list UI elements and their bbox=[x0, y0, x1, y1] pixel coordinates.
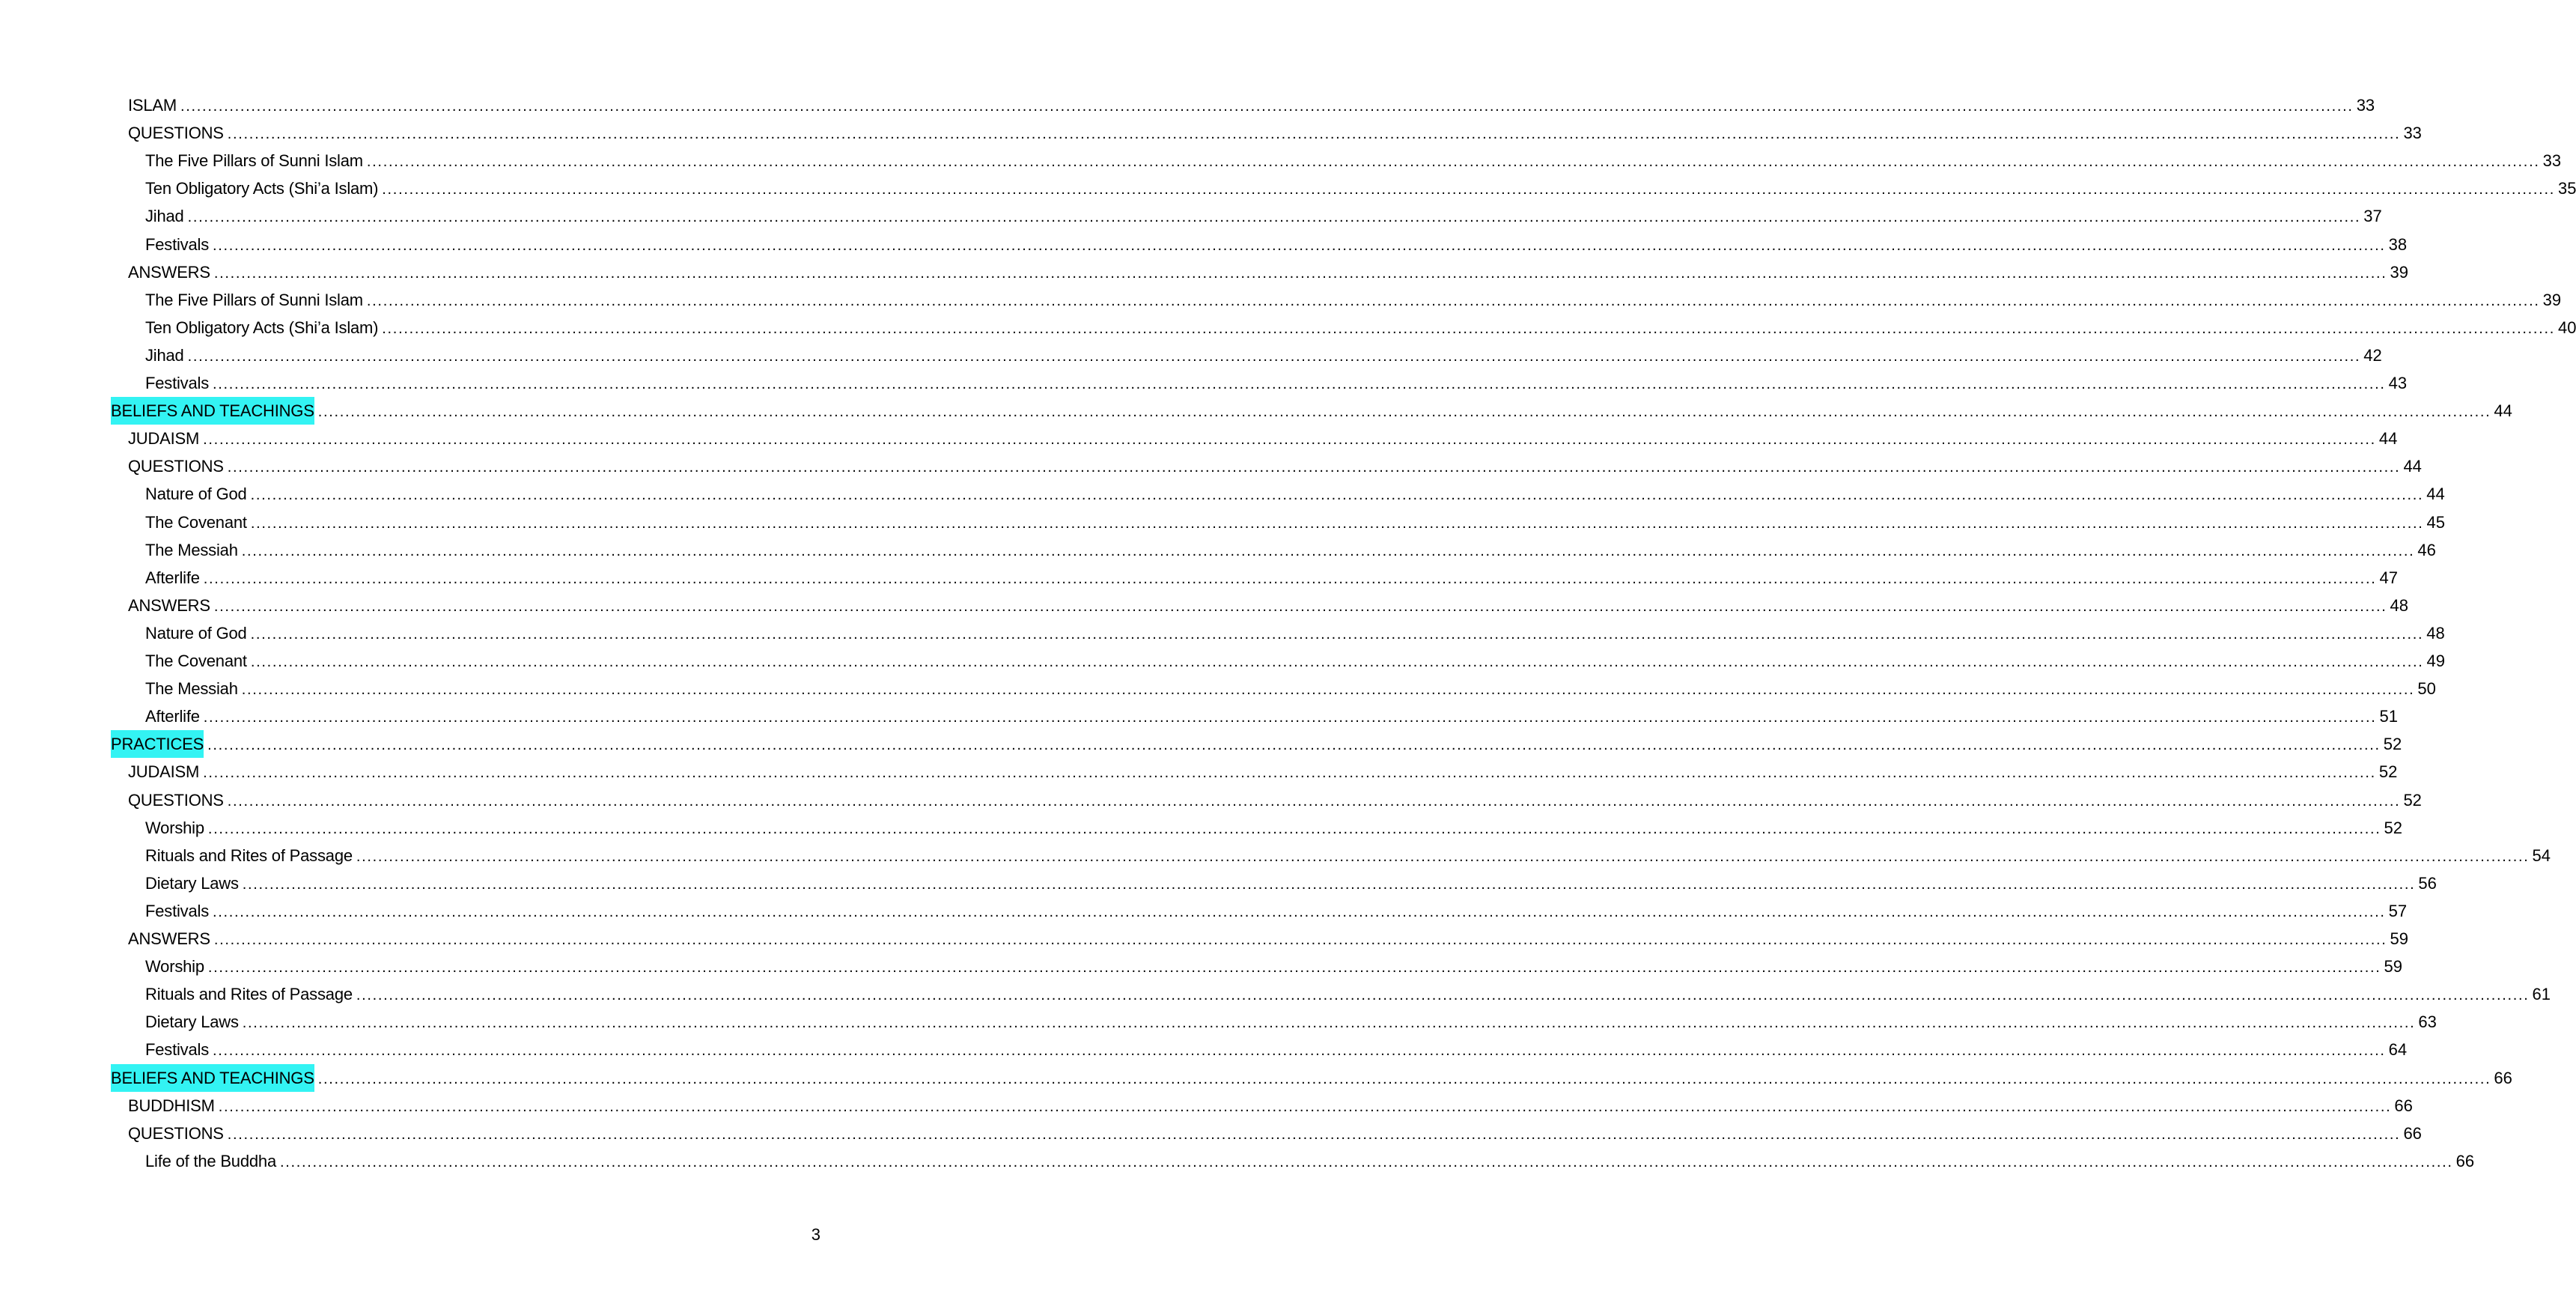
toc-entry-line bbox=[145, 231, 2408, 258]
toc-entry[interactable] bbox=[0, 619, 2445, 647]
toc-entry[interactable] bbox=[0, 1008, 2437, 1036]
toc-entry-label: The Messiah bbox=[145, 541, 238, 559]
toc-entry[interactable] bbox=[0, 592, 2408, 619]
toc-entry-page: 48 bbox=[2390, 596, 2408, 615]
toc-dot-leader: ................................................................................................................................................................................................................................................................................................................................................................................................................ bbox=[317, 1071, 2491, 1087]
toc-entry-label: Dietary Laws bbox=[145, 1012, 239, 1031]
toc-entry[interactable] bbox=[0, 925, 2408, 953]
toc-entry-line bbox=[145, 675, 2436, 702]
toc-entry-label: ANSWERS bbox=[128, 596, 210, 615]
toc-entry[interactable] bbox=[0, 369, 2408, 397]
toc-dot-leader: ................................................................................................................................................................................................................................................................................................................................................................................................................ bbox=[213, 904, 2386, 920]
toc-entry[interactable] bbox=[0, 341, 2382, 369]
toc-entry-label: JUDAISM bbox=[128, 429, 200, 448]
toc-entry-label: Worship bbox=[145, 957, 204, 976]
toc-entry[interactable] bbox=[0, 1120, 2422, 1147]
toc-entry[interactable] bbox=[0, 202, 2382, 230]
toc-entry-page: 52 bbox=[2403, 791, 2422, 810]
toc-dot-leader: ................................................................................................................................................................................................................................................................................................................................................................................................................ bbox=[241, 543, 2415, 559]
toc-entry-page: 44 bbox=[2403, 457, 2422, 476]
toc-entry-line bbox=[128, 1092, 2413, 1120]
toc-entry-label: Nature of God bbox=[145, 485, 247, 503]
toc-dot-leader: ................................................................................................................................................................................................................................................................................................................................................................................................................ bbox=[382, 321, 2555, 337]
toc-entry-line bbox=[128, 592, 2408, 619]
toc-dot-leader: ................................................................................................................................................................................................................................................................................................................................................................................................................ bbox=[213, 265, 2387, 282]
toc-entry-label: ANSWERS bbox=[128, 263, 210, 282]
toc-dot-leader: ................................................................................................................................................................................................................................................................................................................................................................................................................ bbox=[250, 487, 2424, 503]
toc-entry-page: 46 bbox=[2417, 541, 2436, 559]
toc-entry-page: 37 bbox=[2363, 207, 2382, 225]
toc-entry-page: 56 bbox=[2418, 874, 2437, 893]
toc-entry-label: QUESTIONS bbox=[128, 791, 224, 810]
toc-entry-label: Jihad bbox=[145, 207, 184, 225]
toc-dot-leader: ................................................................................................................................................................................................................................................................................................................................................................................................................ bbox=[366, 293, 2540, 309]
toc-entry-line bbox=[145, 897, 2408, 925]
toc-dot-leader: ................................................................................................................................................................................................................................................................................................................................................................................................................ bbox=[250, 626, 2424, 643]
toc-dot-leader: ................................................................................................................................................................................................................................................................................................................................................................................................................ bbox=[213, 237, 2386, 254]
toc-entry-page: 50 bbox=[2417, 679, 2436, 698]
toc-entry[interactable] bbox=[0, 758, 2398, 786]
toc-entry-line bbox=[128, 119, 2422, 147]
toc-entry-page: 66 bbox=[2403, 1124, 2422, 1143]
toc-entry-page: 63 bbox=[2418, 1012, 2437, 1031]
toc-entry-line bbox=[145, 341, 2382, 369]
toc-entry-label: Ten Obligatory Acts (Shi’a Islam) bbox=[145, 318, 379, 337]
toc-entry-page: 66 bbox=[2394, 1096, 2413, 1115]
toc-entry[interactable] bbox=[0, 314, 2576, 341]
toc-entry[interactable] bbox=[0, 397, 2512, 425]
toc-entry[interactable] bbox=[0, 730, 2402, 758]
toc-entry[interactable] bbox=[0, 1064, 2512, 1092]
toc-entry-label: ISLAM bbox=[128, 96, 177, 115]
toc-entry-label: Festivals bbox=[145, 1040, 209, 1059]
toc-entry-label: Afterlife bbox=[145, 707, 200, 726]
toc-dot-leader: ................................................................................................................................................................................................................................................................................................................................................................................................................ bbox=[187, 209, 2361, 225]
toc-entry-line bbox=[128, 91, 2375, 119]
toc-entry[interactable] bbox=[0, 91, 2375, 119]
toc-entry-page: 39 bbox=[2542, 291, 2562, 309]
toc-entry[interactable] bbox=[0, 147, 2562, 174]
toc-entry[interactable] bbox=[0, 842, 2551, 869]
toc-entry[interactable] bbox=[0, 508, 2445, 536]
toc-entry[interactable] bbox=[0, 174, 2576, 202]
toc-dot-leader: ................................................................................................................................................................................................................................................................................................................................................................................................................ bbox=[203, 571, 2377, 587]
toc-dot-leader: ................................................................................................................................................................................................................................................................................................................................................................................................................ bbox=[356, 987, 2530, 1003]
toc-dot-leader: ................................................................................................................................................................................................................................................................................................................................................................................................................ bbox=[250, 515, 2424, 532]
toc-dot-leader: ................................................................................................................................................................................................................................................................................................................................................................................................................ bbox=[227, 459, 2401, 476]
toc-entry[interactable] bbox=[0, 1147, 2475, 1175]
toc-entry-line bbox=[145, 480, 2445, 508]
toc-entry-page: 66 bbox=[2494, 1069, 2512, 1087]
toc-entry-label: BELIEFS AND TEACHINGS bbox=[111, 397, 314, 425]
toc-entry-line bbox=[111, 730, 2402, 758]
toc-entry-page: 38 bbox=[2388, 235, 2408, 254]
toc-entry-line bbox=[145, 369, 2408, 397]
toc-entry-label: The Covenant bbox=[145, 513, 247, 532]
toc-entry-label: QUESTIONS bbox=[128, 124, 224, 142]
toc-dot-leader: ................................................................................................................................................................................................................................................................................................................................................................................................................ bbox=[280, 1154, 2453, 1170]
toc-entry-page: 33 bbox=[2356, 96, 2375, 115]
toc-entry-line bbox=[145, 314, 2576, 341]
toc-entry-line bbox=[111, 397, 2512, 425]
toc-entry-line bbox=[145, 536, 2436, 564]
toc-entry[interactable] bbox=[0, 647, 2445, 675]
toc-entry-label: Festivals bbox=[145, 902, 209, 920]
toc-entry-line bbox=[145, 980, 2551, 1008]
toc-entry-label: BELIEFS AND TEACHINGS bbox=[111, 1064, 314, 1092]
toc-entry-label: Afterlife bbox=[145, 568, 200, 587]
toc-entry-page: 54 bbox=[2532, 846, 2551, 865]
toc-dot-leader: ................................................................................................................................................................................................................................................................................................................................................................................................................ bbox=[317, 404, 2491, 420]
toc-dot-leader: ................................................................................................................................................................................................................................................................................................................................................................................................................ bbox=[241, 681, 2415, 698]
toc-entry-line bbox=[145, 174, 2576, 202]
toc-entry[interactable] bbox=[0, 1036, 2408, 1063]
toc-entry[interactable] bbox=[0, 258, 2408, 286]
toc-entry-label: Nature of God bbox=[145, 624, 247, 643]
toc-entry-line bbox=[128, 425, 2398, 452]
toc-dot-leader: ................................................................................................................................................................................................................................................................................................................................................................................................................ bbox=[203, 709, 2377, 726]
toc-entry-line bbox=[145, 953, 2403, 980]
toc-dot-leader: ................................................................................................................................................................................................................................................................................................................................................................................................................ bbox=[366, 154, 2540, 170]
toc-entry-page: 33 bbox=[2542, 151, 2562, 170]
toc-entry-line bbox=[128, 1120, 2422, 1147]
toc-entry[interactable] bbox=[0, 897, 2408, 925]
toc-dot-leader: ................................................................................................................................................................................................................................................................................................................................................................................................................ bbox=[382, 181, 2555, 198]
toc-entry-label: Rituals and Rites of Passage bbox=[145, 846, 353, 865]
toc-entry-page: 48 bbox=[2426, 624, 2445, 643]
toc-entry-line bbox=[111, 1064, 2512, 1092]
toc-dot-leader: ................................................................................................................................................................................................................................................................................................................................................................................................................ bbox=[213, 376, 2386, 392]
toc-dot-leader: ................................................................................................................................................................................................................................................................................................................................................................................................................ bbox=[227, 1126, 2401, 1143]
toc-entry-line bbox=[145, 1036, 2408, 1063]
toc-dot-leader: ................................................................................................................................................................................................................................................................................................................................................................................................................ bbox=[207, 821, 2381, 837]
toc-entry-page: 40 bbox=[2557, 318, 2576, 337]
toc-entry-line bbox=[145, 647, 2445, 675]
toc-entry-label: Festivals bbox=[145, 235, 209, 254]
toc-entry-page: 51 bbox=[2379, 707, 2398, 726]
toc-entry-line bbox=[145, 508, 2445, 536]
toc-entry-page: 44 bbox=[2494, 401, 2512, 420]
toc-entry-line bbox=[145, 1008, 2437, 1036]
toc-entry-label: Life of the Buddha bbox=[145, 1152, 276, 1170]
toc-entry-label: QUESTIONS bbox=[128, 457, 224, 476]
toc-entry-line bbox=[128, 786, 2422, 814]
toc-entry-line bbox=[145, 147, 2562, 174]
toc-entry-line bbox=[145, 814, 2403, 842]
toc-entry-page: 49 bbox=[2426, 652, 2445, 670]
toc-entry[interactable] bbox=[0, 786, 2422, 814]
toc-entry-page: 35 bbox=[2557, 179, 2576, 198]
toc-entry-label: BUDDHISM bbox=[128, 1096, 215, 1115]
toc-entry-line bbox=[145, 869, 2437, 897]
toc-dot-leader: ................................................................................................................................................................................................................................................................................................................................................................................................................ bbox=[207, 737, 2381, 753]
toc-entry-line bbox=[128, 925, 2408, 953]
toc-entry-page: 52 bbox=[2378, 762, 2398, 781]
toc-entry[interactable] bbox=[0, 675, 2436, 702]
toc-entry[interactable] bbox=[0, 814, 2403, 842]
toc-entry[interactable] bbox=[0, 231, 2408, 258]
toc-entry[interactable] bbox=[0, 480, 2445, 508]
toc-entry-line bbox=[128, 758, 2398, 786]
toc-entry-page: 59 bbox=[2390, 929, 2408, 948]
toc-entry[interactable] bbox=[0, 425, 2398, 452]
toc-dot-leader: ................................................................................................................................................................................................................................................................................................................................................................................................................ bbox=[242, 876, 2416, 893]
toc-entry[interactable] bbox=[0, 564, 2398, 592]
toc-entry-page: 59 bbox=[2384, 957, 2403, 976]
toc-dot-leader: ................................................................................................................................................................................................................................................................................................................................................................................................................ bbox=[242, 1015, 2416, 1031]
toc-dot-leader: ................................................................................................................................................................................................................................................................................................................................................................................................................ bbox=[207, 959, 2381, 976]
toc-entry-line bbox=[145, 564, 2398, 592]
toc-dot-leader: ................................................................................................................................................................................................................................................................................................................................................................................................................ bbox=[180, 98, 2354, 115]
toc-entry-page: 47 bbox=[2379, 568, 2398, 587]
toc-entry[interactable] bbox=[0, 953, 2403, 980]
toc-entry-label: ANSWERS bbox=[128, 929, 210, 948]
toc-entry-line bbox=[128, 258, 2408, 286]
toc-entry-label: Dietary Laws bbox=[145, 874, 239, 893]
toc-entry-page: 57 bbox=[2388, 902, 2408, 920]
toc-entry-page: 66 bbox=[2455, 1152, 2475, 1170]
toc-dot-leader: ................................................................................................................................................................................................................................................................................................................................................................................................................ bbox=[203, 431, 2376, 448]
toc-dot-leader: ................................................................................................................................................................................................................................................................................................................................................................................................................ bbox=[250, 654, 2424, 670]
toc-entry-label: The Covenant bbox=[145, 652, 247, 670]
toc-entry-line bbox=[145, 842, 2551, 869]
toc-entry[interactable] bbox=[0, 536, 2436, 564]
toc-entry[interactable] bbox=[0, 1092, 2413, 1120]
toc-entry-label: Ten Obligatory Acts (Shi’a Islam) bbox=[145, 179, 379, 198]
toc-dot-leader: ................................................................................................................................................................................................................................................................................................................................................................................................................ bbox=[213, 1042, 2386, 1059]
toc-entry[interactable] bbox=[0, 452, 2422, 480]
toc-entry-page: 64 bbox=[2388, 1040, 2408, 1059]
toc-entry-line bbox=[145, 619, 2445, 647]
toc-entry[interactable] bbox=[0, 869, 2437, 897]
toc-entry-page: 33 bbox=[2403, 124, 2422, 142]
toc-entry-line bbox=[145, 202, 2382, 230]
toc-entry-page: 45 bbox=[2426, 513, 2445, 532]
toc-entry-line bbox=[145, 286, 2562, 314]
toc-entry-page: 44 bbox=[2378, 429, 2398, 448]
toc-entry-page: 43 bbox=[2388, 374, 2408, 392]
toc-entry[interactable] bbox=[0, 286, 2562, 314]
toc-dot-leader: ................................................................................................................................................................................................................................................................................................................................................................................................................ bbox=[213, 932, 2387, 948]
toc-dot-leader: ................................................................................................................................................................................................................................................................................................................................................................................................................ bbox=[227, 126, 2401, 142]
toc-entry-page: 39 bbox=[2390, 263, 2408, 282]
toc-entry-page: 52 bbox=[2384, 819, 2403, 837]
toc-entry-label: Rituals and Rites of Passage bbox=[145, 985, 353, 1003]
toc-entry-label: Jihad bbox=[145, 346, 184, 365]
toc-dot-leader: ................................................................................................................................................................................................................................................................................................................................................................................................................ bbox=[213, 598, 2387, 615]
toc-dot-leader: ................................................................................................................................................................................................................................................................................................................................................................................................................ bbox=[203, 765, 2376, 781]
toc-dot-leader: ................................................................................................................................................................................................................................................................................................................................................................................................................ bbox=[187, 348, 2361, 365]
toc-entry[interactable] bbox=[0, 980, 2551, 1008]
toc-entry-page: 61 bbox=[2532, 985, 2551, 1003]
toc-entry-line bbox=[145, 1147, 2475, 1175]
toc-dot-leader: ................................................................................................................................................................................................................................................................................................................................................................................................................ bbox=[218, 1099, 2392, 1115]
toc-entry-label: QUESTIONS bbox=[128, 1124, 224, 1143]
toc-dot-leader: ................................................................................................................................................................................................................................................................................................................................................................................................................ bbox=[227, 793, 2401, 810]
toc-entry-label: Festivals bbox=[145, 374, 209, 392]
toc-entry-label: JUDAISM bbox=[128, 762, 200, 781]
toc-entry-label: PRACTICES bbox=[111, 730, 204, 758]
toc-entry-page: 42 bbox=[2363, 346, 2382, 365]
toc-entry[interactable] bbox=[0, 119, 2422, 147]
toc-entry-label: The Five Pillars of Sunni Islam bbox=[145, 291, 363, 309]
toc-entry-label: The Messiah bbox=[145, 679, 238, 698]
toc-entry-line bbox=[145, 702, 2398, 730]
toc-entry-page: 44 bbox=[2426, 485, 2445, 503]
toc-entry[interactable] bbox=[0, 702, 2398, 730]
toc-entry-label: The Five Pillars of Sunni Islam bbox=[145, 151, 363, 170]
page-number: 3 bbox=[811, 1225, 820, 1244]
toc-entry-label: Worship bbox=[145, 819, 204, 837]
toc-dot-leader: ................................................................................................................................................................................................................................................................................................................................................................................................................ bbox=[356, 848, 2530, 865]
toc-entry-line bbox=[128, 452, 2422, 480]
toc-entry-page: 52 bbox=[2383, 735, 2402, 753]
